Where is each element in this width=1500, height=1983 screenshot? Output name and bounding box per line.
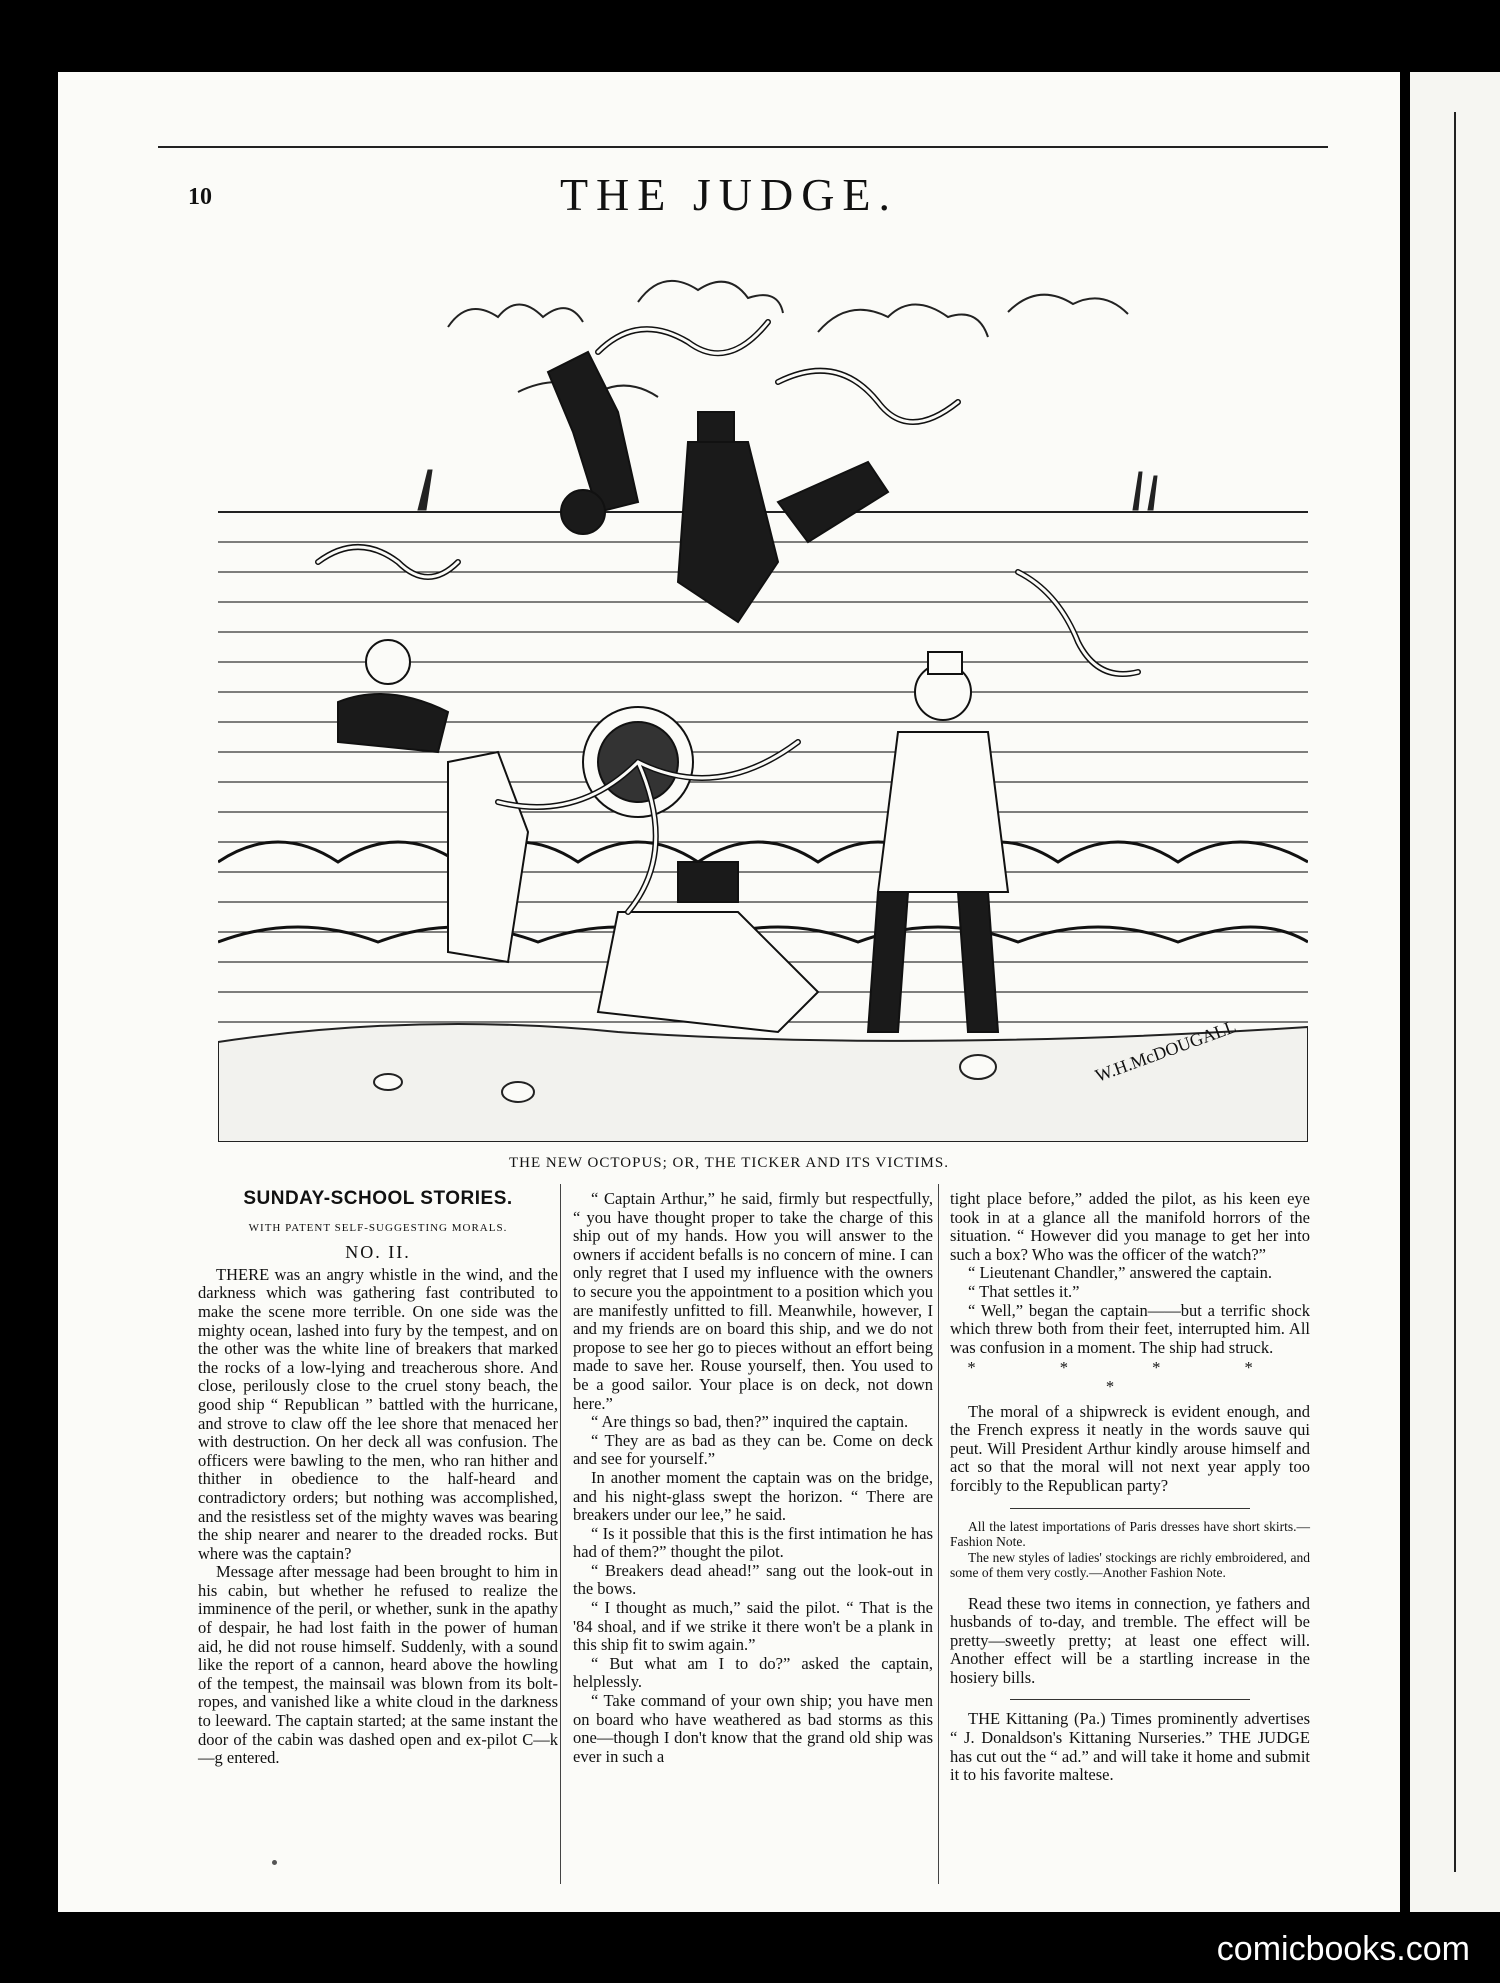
adjacent-page-edge — [1410, 72, 1500, 1912]
fashion-note: All the latest importations of Paris dresses have short skirts.—Fashion Note. — [950, 1518, 1310, 1549]
article-paragraph: tight place before,” added the pilot, as his keen eye took in at a glance all the manifold horrors of the situation. “ However did you manage to get her into such a box? Who was the officer of the watch?” — [950, 1189, 1310, 1264]
masthead: THE JUDGE. — [559, 169, 899, 220]
watermark: comicbooks.com — [1216, 1930, 1470, 1968]
kittaning-item: THE Kittaning (Pa.) Times prominently advertises “ J. Donaldson's Kittaning Nurseries.” THE JUDGE has cut out the “ ad.” and will take it home and submit it to his favorite maltese. — [950, 1709, 1310, 1785]
article-paragraph: “ But what am I to do?” asked the captain, helplessly. — [573, 1653, 933, 1692]
article-column-2 — [573, 1190, 933, 1766]
article-paragraph: THERE was an angry whistle in the wind, and the darkness which was gathering fast contributed to make the scene more terrible. On one side was the mighty ocean, lashed into fury by the tempest, and on the other was the white line of breakers that marked the rocks of a low-lying and treacherous shore. And close, perilously close to the cruel stony beach, the good ship “ Republican ” battled with the hurricane, and strove to claw off the lee shore that menaced her with destruction. On her deck all was confusion. The officers were bawling to the men, who ran hither and thither in obedience to the half-heard and contradictory orders; but nothing was accomplished, and the resistless set of the mighty waves was bearing the ship nearer and nearer to the dreaded rocks. But where was the captain? — [198, 1264, 558, 1563]
article-column-1 — [198, 1190, 558, 1768]
section-stars: * * * * * — [967, 1358, 1293, 1396]
article-paragraph: “ They are as bad as they can be. Come on deck and see for yourself.” — [573, 1430, 933, 1469]
article-paragraph: “ That settles it.” — [968, 1281, 1080, 1301]
fashion-comment: Read these two items in connection, ye fathers and husbands of to-day, and tremble. The effect will be pretty—sweetly pretty; at least one effect will. Another effect will be a startling increase in the hosiery bills. — [950, 1593, 1310, 1687]
article-paragraph: “ I thought as much,” said the pilot. “ That is the '84 shoal, and if we strike it there won't be a plank in this ship fit to swim again.” — [573, 1598, 933, 1655]
magazine-page — [58, 72, 1400, 1912]
cartoon-caption: THE NEW OCTOPUS; OR, THE TICKER AND ITS VICTIMS. — [509, 1155, 949, 1171]
article-paragraph: “ Captain Arthur,” he said, firmly but respectfully, “ you have thought proper to take the charge of this ship out of my hands. How you will answer to the owners if accident befalls is no concern of mine. I can only regret that I used my influence with the owners to secure you the appointment to a position which you are manifestly unfitted to fill. Meanwhile, however, I and my friends are on board this ship, and we do not propose to see her go to pieces without an effort being made to save her. Rouse yourself, then. You used to be a good sailor. Your place is on deck, not down here.” — [573, 1189, 933, 1413]
article-paragraph: “ Well,” began the captain——but a terrific shock which threw both from their feet, interrupted him. All was confusion in a moment. The ship had struck. — [950, 1300, 1310, 1357]
article-title: SUNDAY-SCHOOL STORIES. — [243, 1188, 513, 1209]
header-rule — [158, 146, 1328, 148]
adjacent-page-rule — [1454, 112, 1456, 1872]
article-paragraph: “ Breakers dead ahead!” sang out the look-out in the bows. — [573, 1560, 933, 1599]
article-moral: The moral of a shipwreck is evident enough, and the French express it neatly in the words sauve qui peut. Will President Arthur kindly arouse himself and act so that the moral will not next year apply too forcibly to the Republican party? — [950, 1401, 1310, 1495]
section-rule — [1010, 1508, 1250, 1509]
artist-signature: W.H.McDOUGALL — [1092, 1016, 1239, 1086]
page-number: 10 — [188, 184, 212, 210]
print-speck — [272, 1860, 277, 1865]
article-number: NO. II. — [345, 1242, 411, 1263]
article-paragraph: “ Take command of your own ship; you have men on board who have weathered as bad storms as this one—though I don't know that the grand old ship was ever in such a — [573, 1691, 933, 1766]
section-rule — [1010, 1699, 1250, 1700]
article-paragraph: “ Are things so bad, then?” inquired the captain. — [591, 1412, 909, 1432]
fashion-note: The new styles of ladies' stockings are richly embroidered, and some of them very costly.—Another Fashion Note. — [950, 1549, 1310, 1580]
article-subtitle: WITH PATENT SELF-SUGGESTING MORALS. — [248, 1221, 508, 1234]
article-paragraph: Message after message had been brought to him in his cabin, but whether he refused to realize the imminence of the peril, or whether, sunk in the apathy of despair, he had lost faith in the power of human aid, he did not rouse himself. Suddenly, with a sound like the report of a cannon, heard above the howling of the tempest, the mainsail was blown from its bolt-ropes, and vanished like a white cloud in the darkness to leeward. The captain started; at the same instant the door of the cabin was dashed open and ex-pilot C—k—g entered. — [198, 1562, 558, 1768]
article-paragraph: “ Lieutenant Chandler,” answered the captain. — [968, 1263, 1272, 1283]
article-paragraph: “ Is it possible that this is the first intimation he has had of them?” thought the pilot. — [573, 1523, 933, 1562]
column-rule — [938, 1184, 939, 1884]
article-paragraph: In another moment the captain was on the bridge, and his night-glass swept the horizon. “ There are breakers under our lee,” he said. — [573, 1467, 933, 1525]
cartoon-illustration — [218, 242, 1308, 1142]
column-rule — [560, 1184, 561, 1884]
article-column-3 — [950, 1190, 1310, 1785]
